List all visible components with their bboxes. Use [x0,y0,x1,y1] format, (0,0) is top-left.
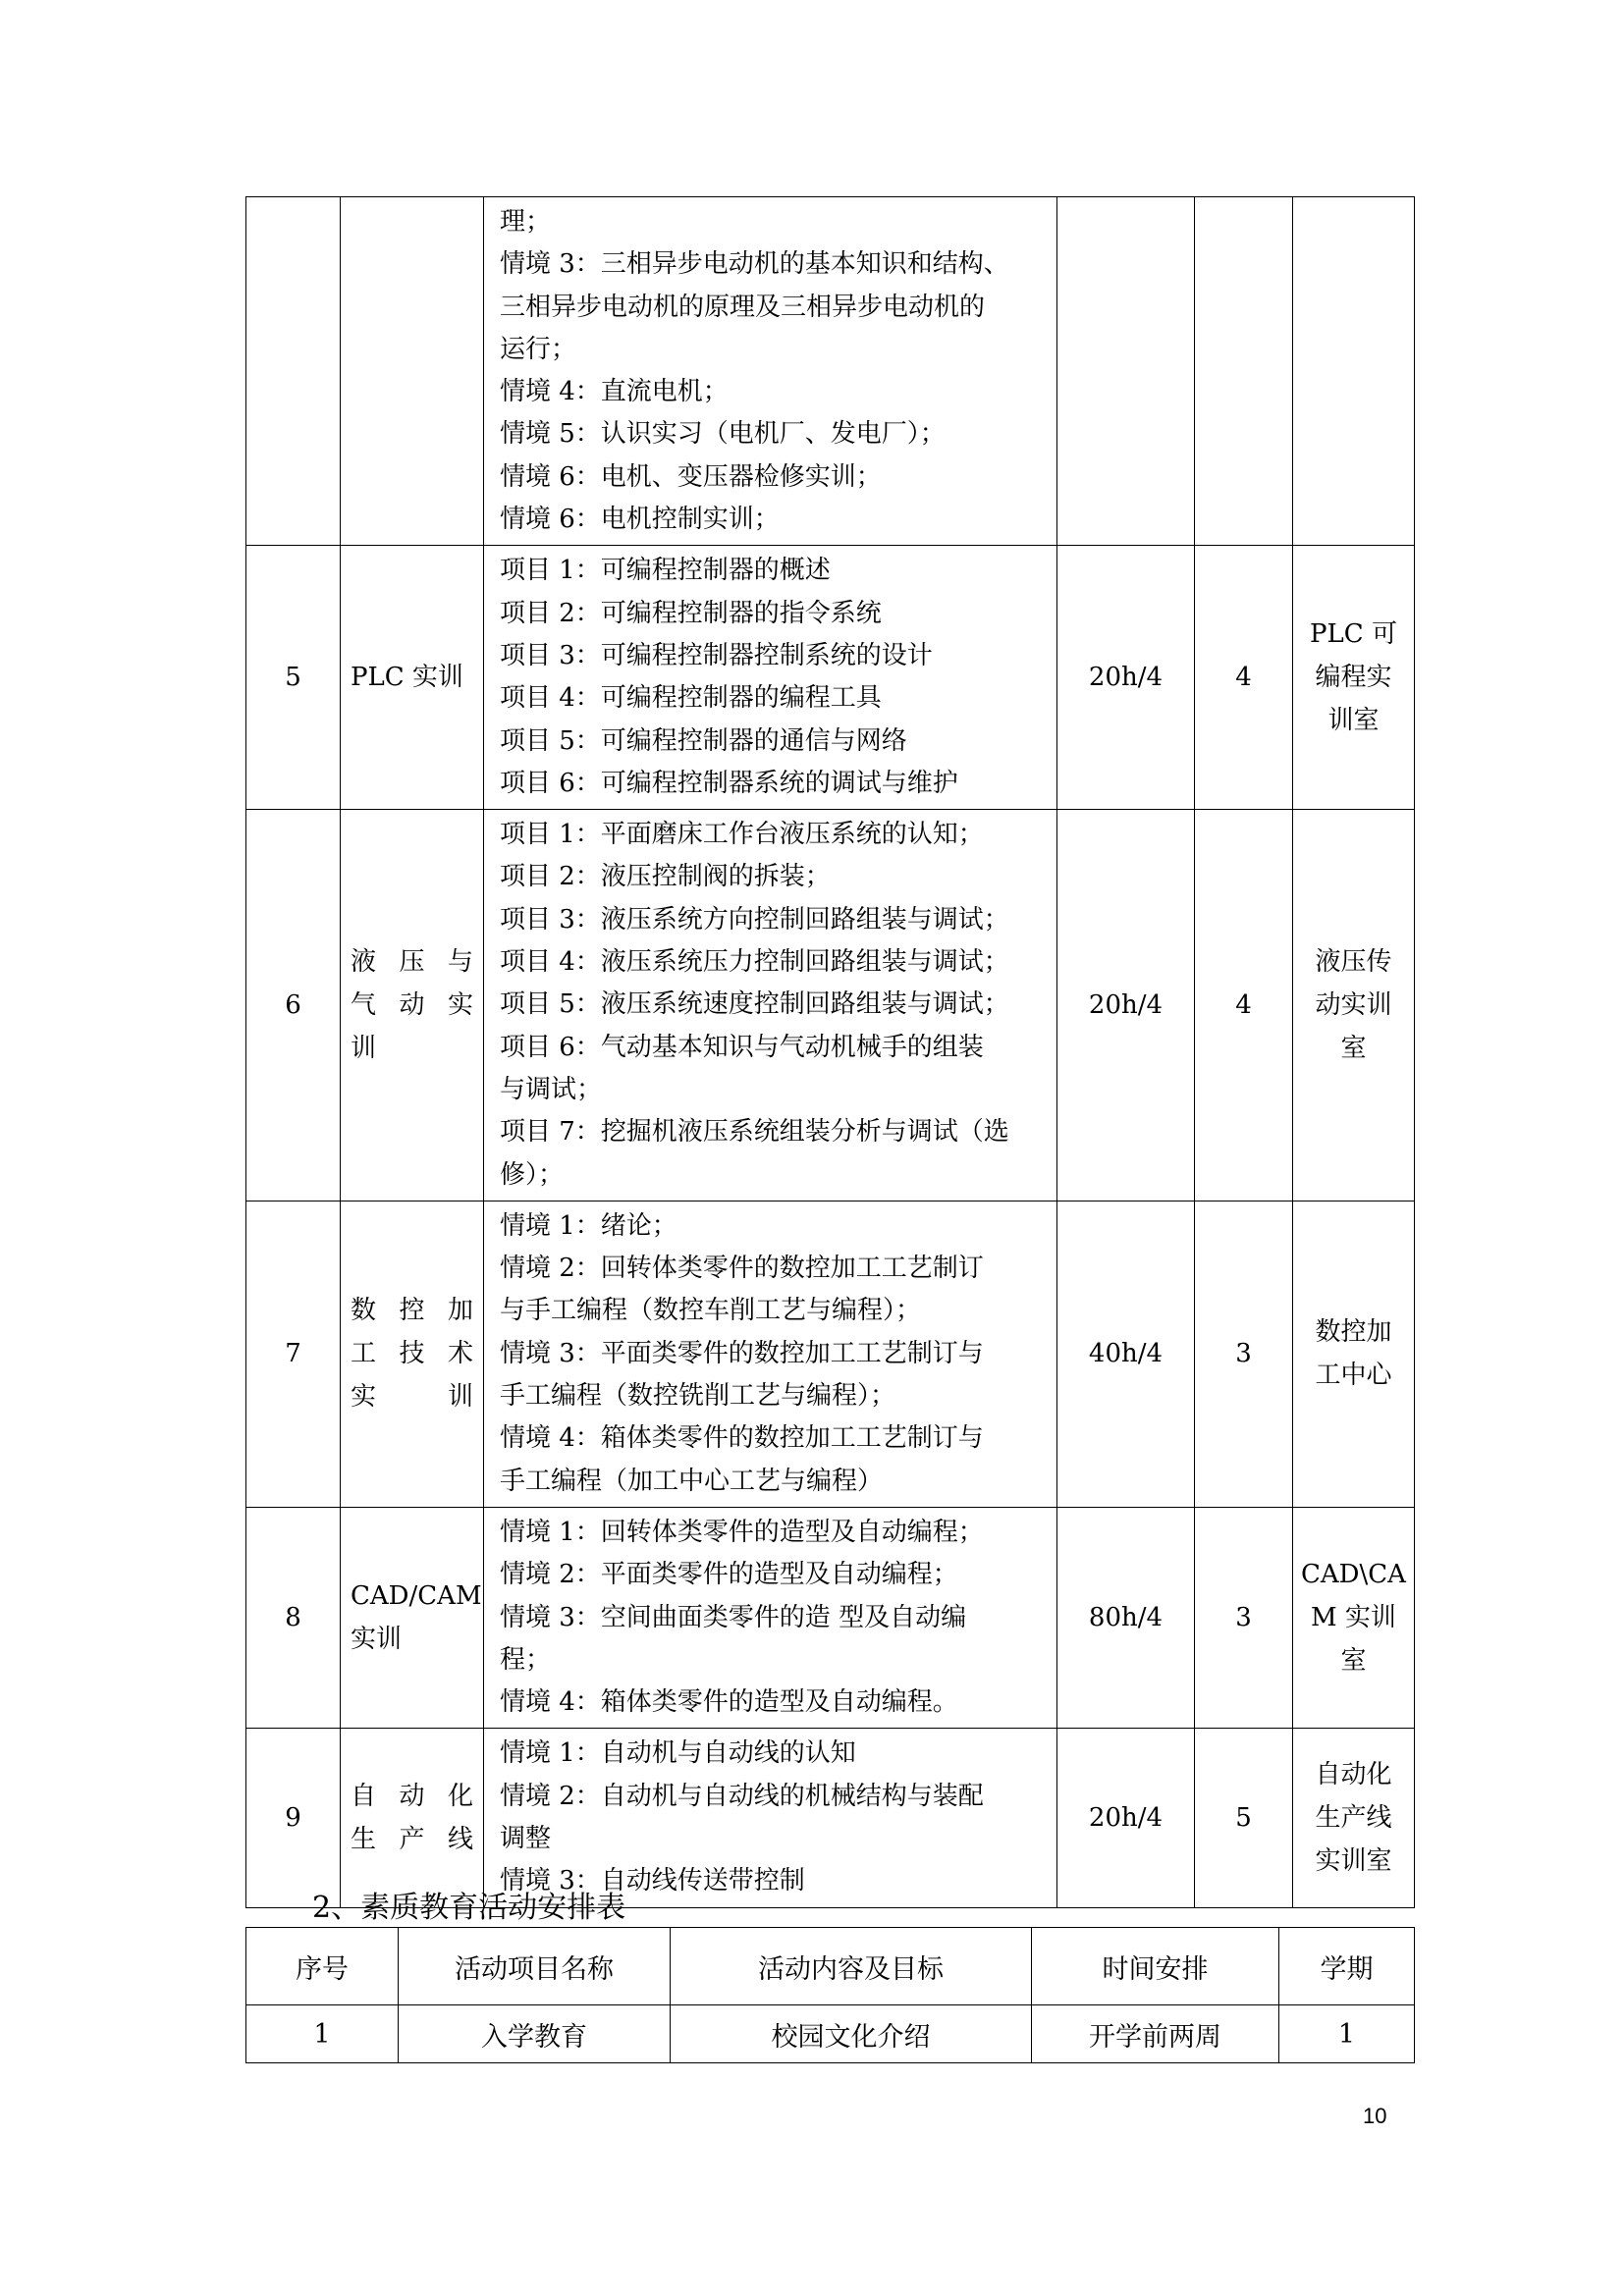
course-name-cell [341,1507,484,1728]
header-cell: 活动项目名称 [399,1928,671,2005]
content-cell [484,1201,1057,1507]
header-cell: 序号 [246,1928,399,2005]
content-line: 运行； [500,334,577,364]
course-name-line: 实训 [351,1382,473,1413]
course-name-line: 训 [351,1033,377,1063]
content-line: 情境 1：绪论； [500,1210,677,1241]
hours-cell: 20h/4 [1057,1729,1195,1907]
content-line: 调整 [500,1823,552,1853]
training-room-line: 液压传 [1315,946,1392,977]
content-line: 三相异步电动机的原理及三相异步电动机的 [500,292,986,322]
content-line: 情境 4：箱体类零件的造型及自动编程。 [500,1687,958,1718]
content-line: 情境 3：三相异步电动机的基本知识和结构、 [500,249,1009,280]
hours-cell [1057,197,1195,546]
content-line: 项目 3：可编程控制器控制系统的设计 [500,640,933,670]
content-cell [484,1507,1057,1728]
training-room-line: 自动化 [1315,1759,1392,1789]
header-cell: 学期 [1279,1928,1415,2005]
row-number-cell [246,197,341,546]
header-cell: 时间安排 [1032,1928,1279,2005]
training-room-cell [1293,1729,1415,1907]
content-line: 手工编程（数控铣削工艺与编程）； [500,1381,896,1412]
training-room-line: PLC 可 [1310,619,1397,650]
content-line: 项目 3：液压系统方向控制回路组装与调试； [500,904,1009,934]
content-line: 项目 2：液压控制阀的拆装； [500,862,831,892]
training-room-line: M 实训 [1311,1603,1396,1633]
training-room-line: 训室 [1327,706,1380,736]
table-row [246,1507,1415,1728]
table-row [246,1729,1415,1907]
course-name-cell [341,546,484,810]
content-line: 手工编程（加工中心工艺与编程） [500,1466,884,1496]
table-row [246,546,1415,810]
training-room-line: 数控加 [1315,1317,1392,1348]
course-name-line: 生产线 [351,1824,473,1854]
content-line: 项目 6：可编程控制器系统的调试与维护 [500,768,958,798]
training-room-line: 实训室 [1315,1845,1392,1876]
semester-cell: 4 [1195,546,1293,810]
content-line: 程； [500,1644,552,1675]
content-line: 项目 1：平面磨床工作台液压系统的认知； [500,820,984,850]
training-room-cell [1293,1201,1415,1507]
content-line: 情境 2：平面类零件的造型及自动编程； [500,1560,958,1590]
content-line: 情境 4：直流电机； [500,377,729,407]
content-line: 项目 4：液压系统压力控制回路组装与调试； [500,947,1009,978]
content-cell [484,1729,1057,1907]
content-cell [484,546,1057,810]
hours-cell: 40h/4 [1057,1201,1195,1507]
content-line: 情境 5：认识实习（电机厂、发电厂）； [500,419,946,450]
table-cell: 入学教育 [399,2005,671,2063]
table-cell: 1 [1279,2005,1415,2063]
content-line: 情境 3：空间曲面类零件的造 型及自动编 [500,1602,967,1632]
content-line: 项目 1：可编程控制器的概述 [500,556,831,586]
course-name-line: 气动实 [351,989,473,1020]
content-line: 情境 3：平面类零件的数控加工工艺制订与 [500,1338,984,1368]
semester-cell [1195,197,1293,546]
course-name-line: 数控加 [351,1296,473,1326]
row-number-cell: 5 [246,546,341,810]
content-line: 情境 2：回转体类零件的数控加工工艺制订 [500,1254,984,1284]
table-row [246,2005,1415,2063]
course-name-cell [341,1201,484,1507]
hours-cell: 80h/4 [1057,1507,1195,1728]
content-line: 修）； [500,1159,565,1190]
course-name-line: 自动化 [351,1781,473,1811]
training-room-cell [1293,546,1415,810]
course-name-line: 实训 [351,1625,403,1655]
row-number-cell: 7 [246,1201,341,1507]
table-row [246,1201,1415,1507]
training-room-line: 编程实 [1315,663,1392,693]
course-name-line: 液压与 [351,946,473,977]
content-line: 情境 1：回转体类零件的造型及自动编程； [500,1517,984,1547]
quality-education-table [245,1927,1415,2063]
course-name-cell [341,197,484,546]
practical-training-table [245,196,1415,1908]
table-cell: 开学前两周 [1032,2005,1279,2063]
course-name-line: 工技术 [351,1339,473,1369]
semester-cell: 3 [1195,1201,1293,1507]
row-number-cell: 8 [246,1507,341,1728]
table-header-row [246,1928,1415,2005]
table-cell: 校园文化介绍 [671,2005,1032,2063]
page-number: 10 [1363,2104,1387,2128]
content-line: 情境 2：自动机与自动线的机械结构与装配 [500,1781,984,1811]
section-2-title: 2、素质教育活动安排表 [312,1891,626,1925]
content-line: 项目 4：可编程控制器的编程工具 [500,683,882,714]
training-room-line: 动实训 [1315,989,1392,1020]
content-line: 情境 3：自动线传送带控制 [500,1866,805,1896]
course-name-line: CAD/CAM [351,1581,482,1612]
training-room-cell [1293,1507,1415,1728]
semester-cell: 3 [1195,1507,1293,1728]
training-room-line: 工中心 [1315,1361,1392,1391]
training-room-line: 生产线 [1315,1802,1392,1833]
row-number-cell: 9 [246,1729,341,1907]
course-name-cell [341,1729,484,1907]
content-line: 理； [500,207,552,237]
content-line: 项目 6：气动基本知识与气动机械手的组装 [500,1032,984,1062]
training-room-cell [1293,810,1415,1201]
content-cell [484,197,1057,546]
semester-cell: 5 [1195,1729,1293,1907]
content-line: 情境 6：电机控制实训； [500,505,780,535]
row-number-cell: 6 [246,810,341,1201]
hours-cell: 20h/4 [1057,810,1195,1201]
content-line: 与手工编程（数控车削工艺与编程）； [500,1296,922,1326]
training-room-cell [1293,197,1415,546]
content-line: 项目 5：可编程控制器的通信与网络 [500,725,907,756]
semester-cell: 4 [1195,810,1293,1201]
training-room-line: CAD\CA [1301,1560,1406,1590]
header-cell: 活动内容及目标 [671,1928,1032,2005]
hours-cell: 20h/4 [1057,546,1195,810]
content-line: 项目 2：可编程控制器的指令系统 [500,598,882,628]
content-line: 情境 6：电机、变压器检修实训； [500,461,882,492]
training-room-line: 室 [1340,1646,1367,1677]
content-line: 项目 5：液压系统速度控制回路组装与调试； [500,989,1009,1020]
table-cell: 1 [246,2005,399,2063]
table-row [246,197,1415,546]
content-cell [484,810,1057,1201]
course-name-cell [341,810,484,1201]
content-line: 情境 4：箱体类零件的数控加工工艺制订与 [500,1423,984,1454]
content-line: 项目 7：挖掘机液压系统组装分析与调试（选 [500,1117,1009,1148]
course-name-line: PLC 实训 [351,663,463,693]
training-room-line: 室 [1340,1033,1367,1063]
content-line: 情境 1：自动机与自动线的认知 [500,1738,856,1769]
table-row [246,810,1415,1201]
content-line: 与调试； [500,1074,603,1104]
